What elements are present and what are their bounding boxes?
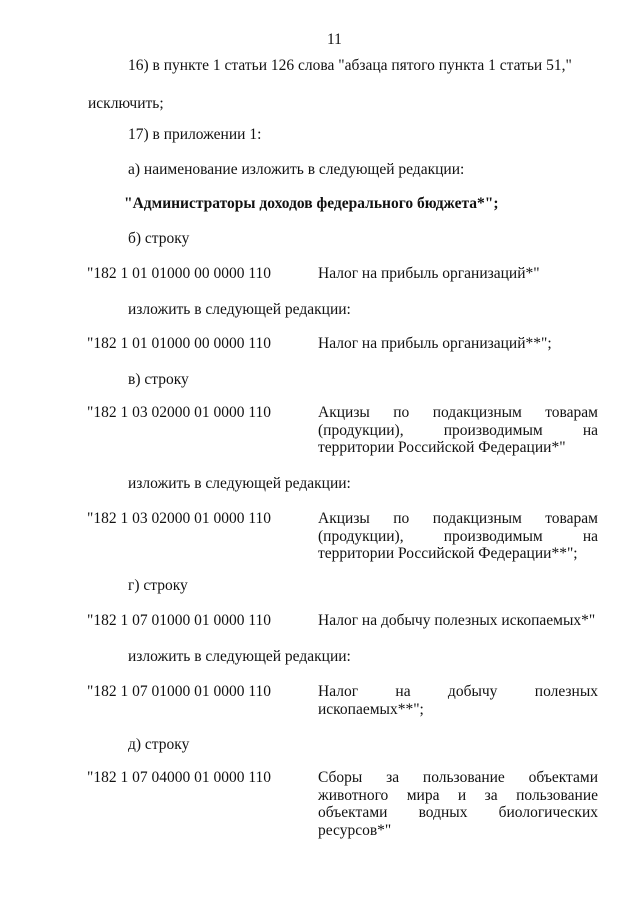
item-v-old-name-line: Акцизы по подакцизным товарам (318, 404, 598, 421)
item-v-new-name-line: территории Российской Федерации**"; (318, 545, 578, 562)
item-g-label: г) строку (128, 577, 188, 594)
item-d-old-name-line: животного мира и за пользование (318, 786, 598, 804)
item-b-label: б) строку (128, 230, 190, 247)
item-v-edit-instruction: изложить в следующей редакции: (128, 475, 351, 492)
page-number: 11 (327, 31, 342, 48)
item-v-new-name-line: (продукции), производимым на (318, 527, 598, 545)
item-g-edit-instruction: изложить в следующей редакции: (128, 648, 351, 665)
item-a-label: а) наименование изложить в следующей редакции: (128, 161, 465, 178)
item-v-old-code: "182 1 03 02000 01 0000 110 (87, 404, 272, 421)
item-g-new-name (318, 683, 598, 718)
paragraph-16-line-2: исключить; (88, 95, 164, 112)
item-b-old-name: Налог на прибыль организаций*" (318, 265, 540, 282)
item-g-new-name-line: Налог на добычу полезных (318, 683, 598, 700)
item-d-label: д) строку (128, 736, 190, 753)
paragraph-17: 17) в приложении 1: (128, 126, 262, 143)
item-g-new-name-line: ископаемых**"; (318, 700, 424, 718)
item-v-label: в) строку (128, 371, 189, 388)
item-d-old-name-line: Сборы за пользование объектами (318, 769, 598, 786)
item-b-old-code: "182 1 01 01000 00 0000 110 (87, 265, 272, 282)
item-b-new-name: Налог на прибыль организаций**"; (318, 335, 552, 352)
item-g-new-code: "182 1 07 01000 01 0000 110 (87, 683, 272, 700)
item-g-old-code: "182 1 07 01000 01 0000 110 (87, 612, 272, 629)
item-b-new-code: "182 1 01 01000 00 0000 110 (87, 335, 272, 352)
item-v-old-name-line: (продукции), производимым на (318, 421, 598, 439)
item-a-new-title: "Администраторы доходов федерального бюджета*"; (124, 195, 499, 212)
item-v-new-name-line: Акцизы по подакцизным товарам (318, 510, 598, 527)
item-v-new-name (318, 510, 598, 563)
item-b-edit-instruction: изложить в следующей редакции: (128, 301, 351, 318)
item-d-old-name-line: ресурсов*" (318, 821, 392, 839)
item-d-old-name-line: объектами водных биологических (318, 804, 598, 821)
item-v-old-name (318, 404, 598, 457)
item-v-new-code: "182 1 03 02000 01 0000 110 (87, 510, 272, 527)
item-d-old-name (318, 769, 598, 839)
item-g-old-name: Налог на добычу полезных ископаемых*" (318, 612, 596, 629)
paragraph-16-line-1: 16) в пункте 1 статьи 126 слова "абзаца пятого пункта 1 статьи 51," (128, 57, 572, 74)
item-v-old-name-line: территории Российской Федерации*" (318, 439, 566, 456)
item-d-old-code: "182 1 07 04000 01 0000 110 (87, 769, 272, 786)
